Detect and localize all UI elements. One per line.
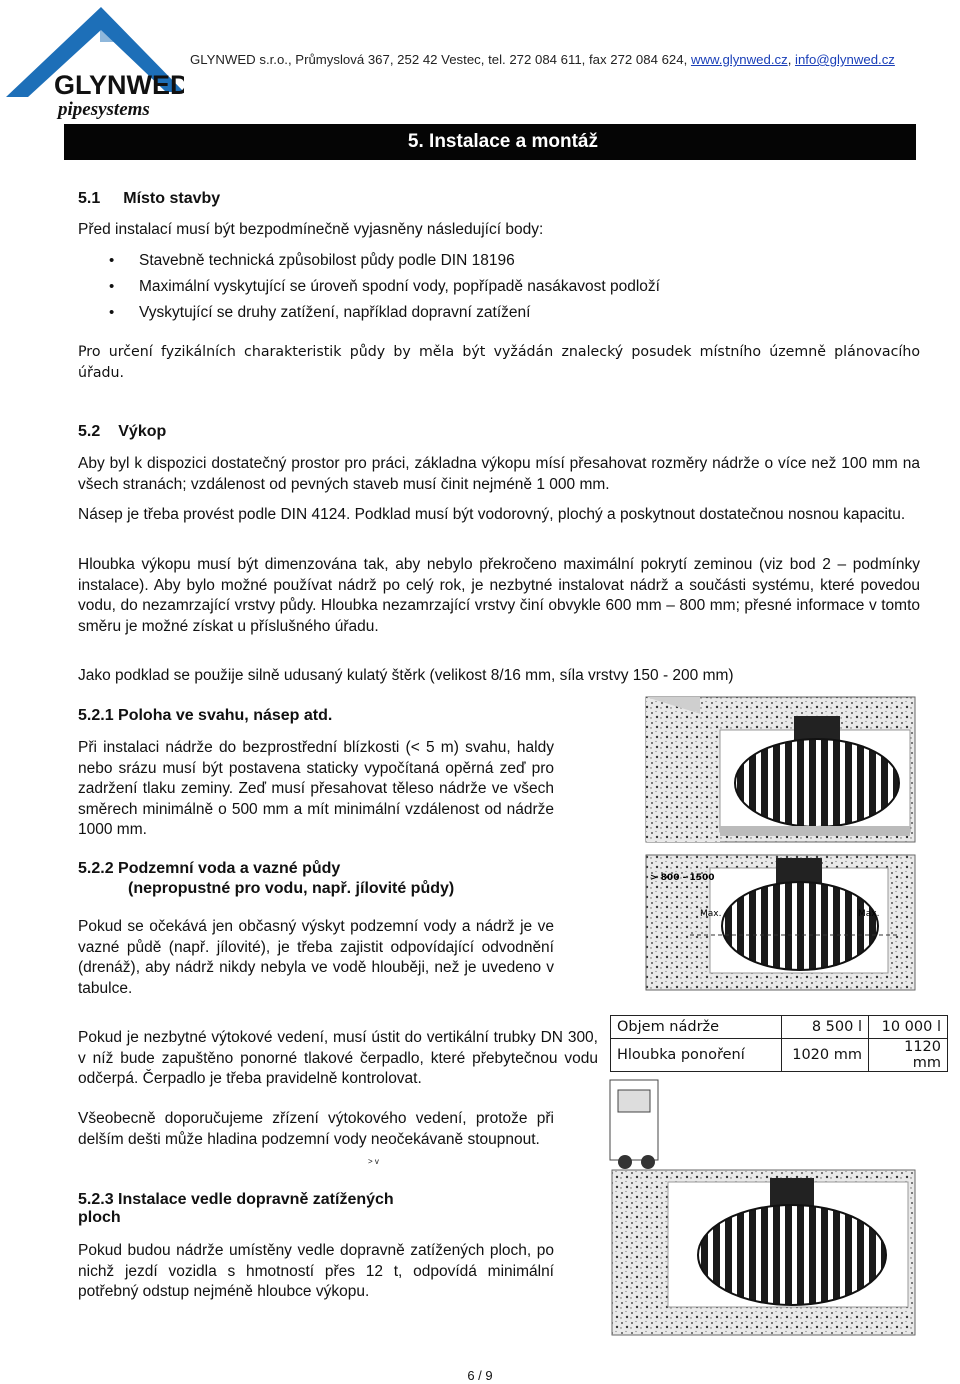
heading-number: 5.2 <box>78 423 101 440</box>
table-cell: 10 000 l <box>869 1016 948 1039</box>
heading-text: Místo stavby <box>123 190 221 207</box>
tank-neck <box>776 858 822 884</box>
list-item: • Maximální vyskytující se úroveň spodní vody, popřípadě nasákavost podloží <box>109 274 909 300</box>
excavation-p2: Násep je třeba provést podle DIN 4124. Podklad musí být vodorovný, plochý a poskytnout dostatečnou nosnou kapacitu. <box>78 506 906 523</box>
table-cell: Objem nádrže <box>611 1016 782 1039</box>
table-cell: 1120 mm <box>869 1039 948 1072</box>
max-label: Max. <box>700 909 722 919</box>
slope-text: Při instalaci nádrže do bezprostřední blízkosti (< 5 m) svahu, haldy nebo srázu musí být postavena staticky vypočítaná opěrná zeď pro zadržení tlaku zeminy. Zeď musí přesahovat těleso nádrže ve všech směrech minimálně o 500 mm a mít minimální vzdálenost od nádrže 1000 mm. <box>78 739 554 838</box>
website-link[interactable]: www.glynwed.cz <box>690 52 788 67</box>
table-cell: 8 500 l <box>782 1016 869 1039</box>
excavation-p1: Aby byl k dispozici dostatečný prostor pro práci, základna výkopu mísí přesahovat rozměry nádrže o více než 100 mm na všech stranách; vzdálenost od pevných staveb musí činit nejméně 1 000 mm. <box>78 455 920 493</box>
tiny-mark: > v <box>368 1157 379 1166</box>
figure-groundwater <box>646 855 915 990</box>
table-cell: Hloubka ponoření <box>611 1039 782 1072</box>
logo-text: GLYNWED <box>54 70 184 100</box>
figure-traffic <box>610 1080 915 1335</box>
company-address: GLYNWED s.r.o., Průmyslová 367, 252 42 Vestec, tel. 272 084 611, fax 272 084 624, <box>190 52 691 67</box>
survey-paragraph: Pro určení fyzikálních charakteristik půdy by měla být vyžádán znalecký posudek místního územně plánovacího úřadu. <box>78 344 920 381</box>
tank-neck <box>770 1178 814 1208</box>
heading-number: 5.1 <box>78 190 101 207</box>
groundwater-text-3: Všeobecně doporučujeme zřízení výtokového vedení, protože při delším dešti může hladina podzemní vody neočekávaně stoupnout. <box>78 1110 554 1148</box>
heading-line: 5.2.3 Instalace vedle dopravně zatížených <box>78 1191 394 1208</box>
logo-subtext: pipesystems <box>58 99 150 120</box>
depth-label: > 800 - 1500 <box>650 873 715 883</box>
table-cell: 1020 mm <box>782 1039 869 1072</box>
intro-text: Před instalací musí být bezpodmínečně vyjasněny následující body: <box>78 221 544 238</box>
groundwater-text-1: Pokud se očekává jen občasný výskyt podzemní vody a nádrž je ve vazné půdě (např. jílovité), je třeba zajistit odpovídající odvodnění (drenáž), aby nádrž nikdy nebyla ve vodě hlouběji, než je uvedeno v tabulce. <box>78 918 554 997</box>
tank-body <box>735 739 899 827</box>
figure-slope <box>646 697 915 842</box>
page-number: 6 / 9 <box>467 1368 493 1383</box>
tank-body <box>722 882 878 970</box>
list-item: • Vyskytující se druhy zatížení, například dopravní zatížení <box>109 300 909 326</box>
heading-line: 5.2.2 Podzemní voda a vazné půdy <box>78 860 341 877</box>
section-title: 5. Instalace a montáž <box>407 131 598 152</box>
heading-5-2-1: 5.2.1 Poloha ve svahu, násep atd. <box>78 707 333 724</box>
heading-text: Výkop <box>118 423 167 440</box>
groundwater-text-2: Pokud je nezbytné výtokové vedení, musí ústit do vertikální trubky DN 300, v níž bude zapuštěno ponorné tlakové čerpadlo, které přebytečnou vodu odčerpá. Čerpadlo je třeba pravidelně kontrolovat. <box>78 1029 598 1087</box>
tank-neck <box>794 716 840 740</box>
heading-line: (nepropustné pro vodu, např. jílovité půdy) <box>128 880 455 897</box>
excavation-p3: Hloubka výkopu musí být dimenzována tak, aby nebylo překročeno maximální pokrytí zeminou (viz bod 2 – podmínky instalace). Aby bylo možné používat nádrž po celý rok, je nezbytné instalovat nádrž a součásti systému, které povedou vodu, do nezamrzající vrstvy půdy. Hloubka nezamrzající vrstvy činí obvykle 600 mm – 800 mm; přesné informace v tomto směru je možné získat u příslušného úřadu. <box>78 556 920 635</box>
separator: , <box>787 52 796 67</box>
heading-line: ploch <box>78 1209 121 1226</box>
list-item: • Stavebně technická způsobilost půdy podle DIN 18196 <box>109 248 909 274</box>
email-link[interactable]: info@glynwed.cz <box>795 52 895 67</box>
tank-body <box>698 1205 886 1305</box>
excavation-p4: Jako podklad se použije silně udusaný kulatý štěrk (velikost 8/16 mm, síla vrstvy 150 - 200 mm) <box>78 667 734 684</box>
max-label: Max. <box>858 909 880 919</box>
traffic-text: Pokud budou nádrže umístěny vedle dopravně zatížených ploch, po nichž jezdí vozidla s hmotností přes 12 t, odpovídá minimální potřebný odstup nejméně hloubce výkopu. <box>78 1242 554 1300</box>
